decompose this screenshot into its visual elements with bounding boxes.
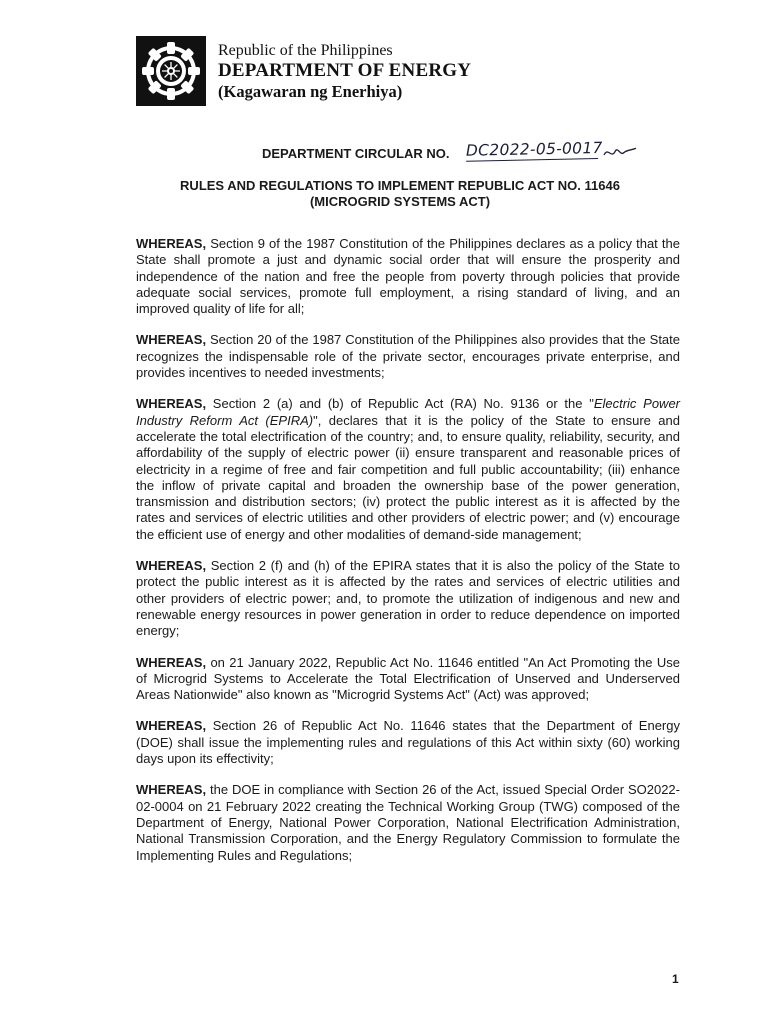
page-number: 1: [672, 972, 679, 986]
whereas-lead: WHEREAS,: [136, 654, 207, 670]
whereas-lead: WHEREAS,: [136, 236, 207, 251]
whereas-lead: WHEREAS,: [136, 718, 207, 734]
paragraph-text-continued: ", declares that it is the policy of the State to ensure and accelerate the total electrification of the country; and, to ensure quality, reliability, security, and affordability of the supply of electric power (ii) ensure transparent and reasonable prices of electricity in a regime of free and fair competition and full public accountability; (iii) enhance the inflow of private capital and broaden the ownership base of the power generation, transmission and distribution sectors; (iv) protect the public interest as it is affected by the rates and services of electric utilities and other providers of electric power; and (v) encourage the efficient use of energy and other modalities of demand-side management;: [136, 412, 680, 542]
paragraph-text: Section 2 (f) and (h) of the EPIRA states that it is also the policy of the State to protect the public interest as it is affected by the rates and services of electric utilities and other providers of electric power; and, to promote the utilization of indigenous and new and renewable energy resources in power generation in order to reduce dependence on imported energy;: [136, 558, 680, 639]
paragraph-text: Section 20 of the 1987 Constitution of the Philippines also provides that the State recognizes the indispensable role of the private sector, encourages private enterprise, and provides incentives to needed investments;: [136, 332, 680, 381]
initials-signature-icon: [602, 142, 638, 161]
whereas-paragraph: [136, 332, 680, 381]
whereas-paragraph: [136, 718, 680, 767]
whereas-lead: WHEREAS,: [136, 782, 207, 798]
circular-number-handwritten: [466, 138, 638, 166]
whereas-paragraph: [136, 782, 680, 863]
whereas-paragraph: [136, 558, 680, 639]
circular-number: DC2022-05-0017: [465, 138, 603, 160]
whereas-paragraph: [136, 396, 680, 543]
title-line-1: RULES AND REGULATIONS TO IMPLEMENT REPUBLIC ACT NO. 11646: [180, 178, 620, 193]
title-line-2: (MICROGRID SYSTEMS ACT): [309, 194, 491, 209]
whereas-lead: WHEREAS,: [136, 396, 207, 412]
circular-label: DEPARTMENT CIRCULAR NO.: [262, 146, 450, 161]
department-name: DEPARTMENT OF ENERGY: [218, 60, 472, 81]
whereas-paragraph: [136, 236, 680, 317]
document-title: [120, 178, 680, 210]
whereas-paragraph: [136, 655, 680, 704]
paragraph-text: Section 2 (a) and (b) of Republic Act (RA) No. 9136 or the ": [212, 396, 594, 412]
republic-line: Republic of the Philippines: [218, 42, 393, 59]
letterhead-text: [218, 42, 471, 102]
whereas-lead: WHEREAS,: [136, 558, 207, 574]
paragraph-text: Section 9 of the 1987 Constitution of the Philippines declares as a policy that the State shall promote a just and dynamic social order that will ensure the prosperity and independence of the nation and free the people from poverty through policies that provide adequate social services, promote full employment, a rising standard of living, and an improved quality of life for all;: [136, 236, 680, 317]
paragraph-text: the DOE in compliance with Section 26 of the Act, issued Special Order SO2022-02-0004 on 21 February 2022 creating the Technical Working Group (TWG) composed of the Department of Energy, National Power Corporation, National Electrification Administration, National Transmission Corporation, and the Energy Regulatory Commission to formulate the Implementing Rules and Regulations;: [136, 782, 680, 863]
whereas-lead: WHEREAS,: [136, 332, 207, 348]
letterhead: [136, 36, 556, 108]
paragraph-text: Section 26 of Republic Act No. 11646 states that the Department of Energy (DOE) shall issue the implementing rules and regulations of this Act within sixty (60) working days upon its effectivity;: [136, 718, 680, 767]
department-name-filipino: (Kagawaran ng Enerhiya): [218, 82, 403, 101]
act-title-italic: Electric Power Industry Reform Act (EPIRA): [136, 396, 680, 428]
document-body: [136, 236, 680, 879]
paragraph-text: on 21 January 2022, Republic Act No. 11646 entitled "An Act Promoting the Use of Microgrid Systems to Accelerate the Total Electrification of Unserved and Underserved Areas Nationwide" also known as "Microgrid Systems Act" (Act) was approved;: [136, 654, 680, 703]
doe-seal-icon: [136, 36, 206, 106]
